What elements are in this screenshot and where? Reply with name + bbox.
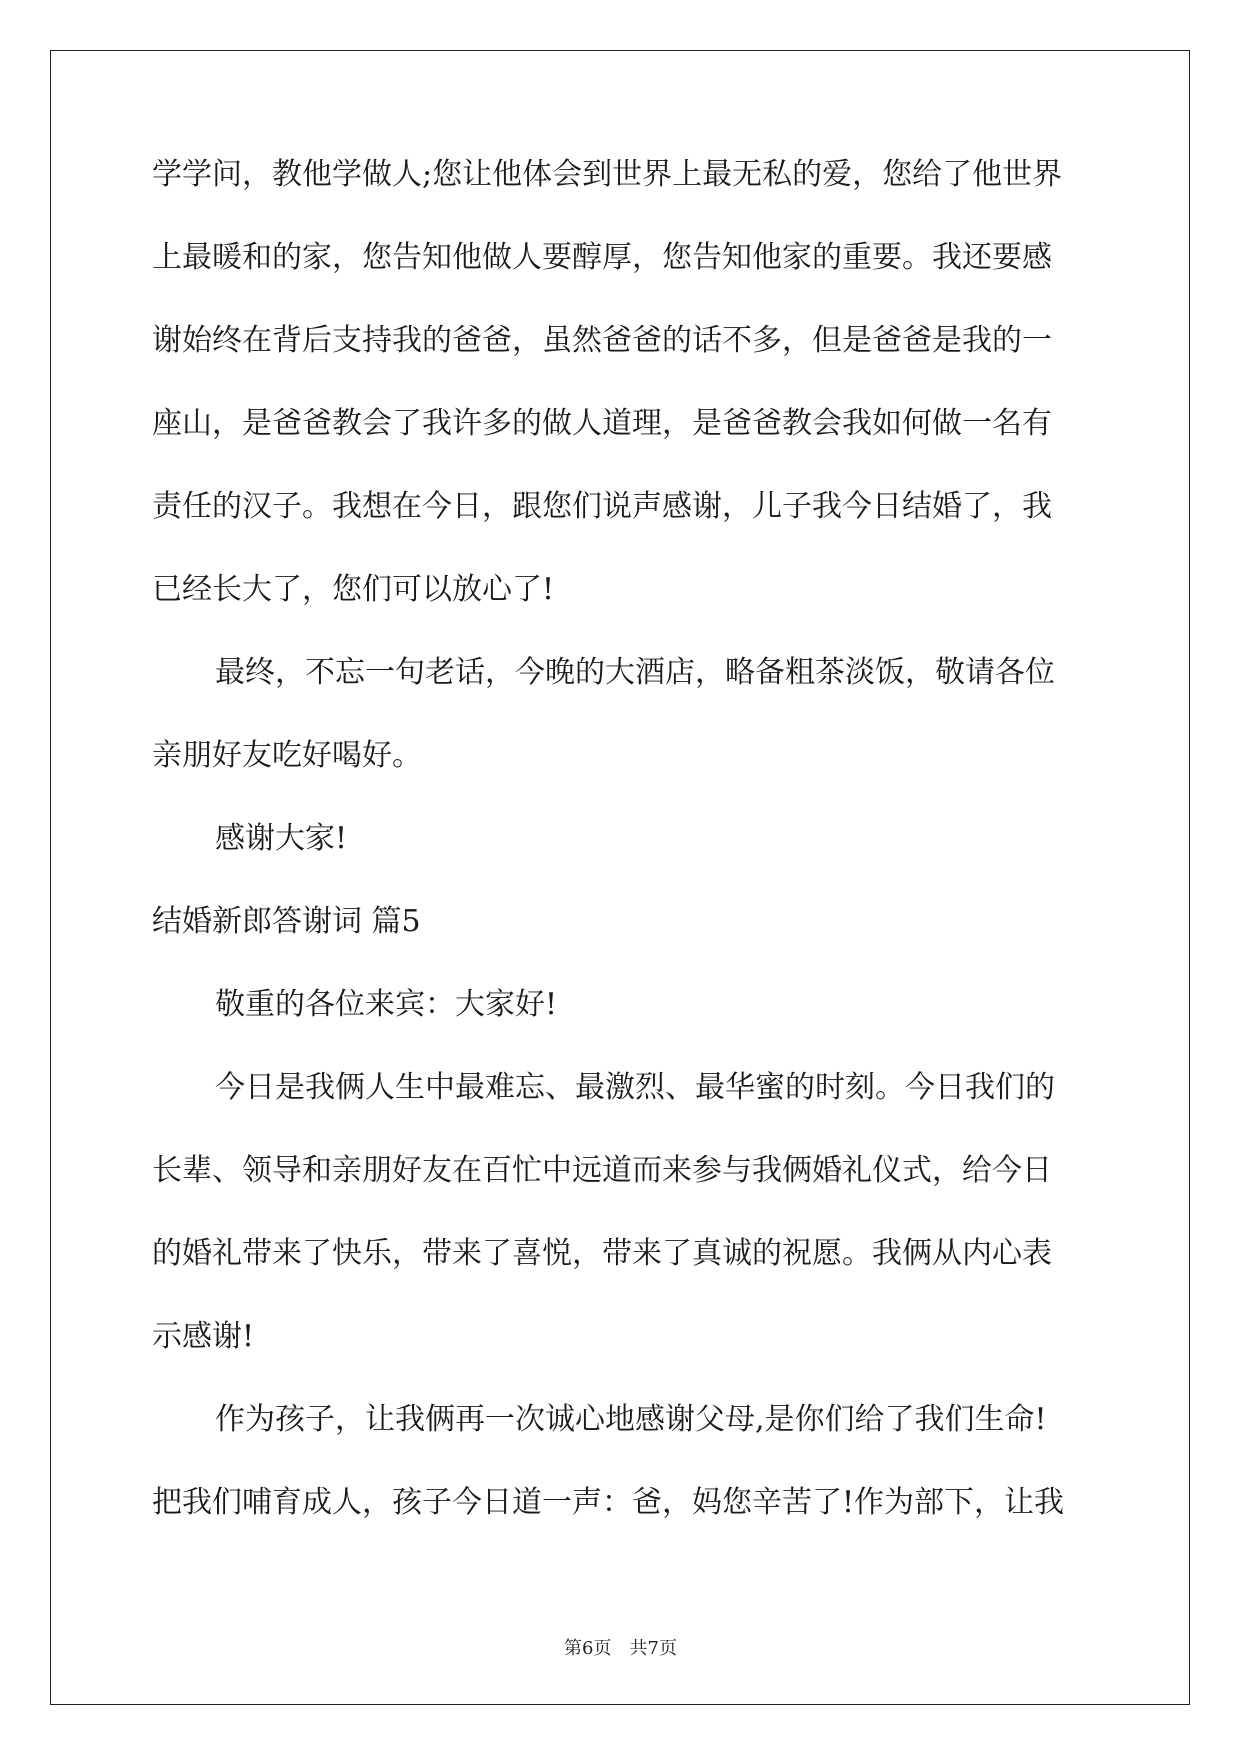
text-line: 长辈、领导和亲朋好友在百忙中远道而来参与我俩婚礼仪式，给今日 [152,1153,1052,1188]
text-line: 已经长大了，您们可以放心了! [152,572,555,607]
text-line: 把我们哺育成人，孩子今日道一声：爸，妈您辛苦了!作为部下，让我 [152,1485,1065,1520]
text-line: 座山，是爸爸教会了我许多的做人道理，是爸爸教会我如何做一名有 [152,406,1052,441]
text-line: 示感谢! [152,1319,255,1354]
text-line: 的婚礼带来了快乐，带来了喜悦，带来了真诚的祝愿。我俩从内心表 [152,1236,1052,1271]
page-footer: 第6页 共7页 [564,1638,677,1659]
document-body [152,155,1092,1566]
text-line: 今日是我俩人生中最难忘、最激烈、最华蜜的时刻。今日我们的 [215,1070,1055,1105]
text-line: 敬重的各位来宾：大家好! [215,987,558,1022]
text-line: 作为孩子，让我俩再一次诚心地感谢父母,是你们给了我们生命! [215,1402,1047,1437]
text-line: 上最暖和的家，您告知他做人要醇厚，您告知他家的重要。我还要感 [152,240,1052,275]
text-line: 结婚新郎答谢词 篇5 [152,904,421,939]
text-line: 感谢大家! [215,821,348,856]
text-line: 亲朋好友吃好喝好。 [152,738,422,773]
text-line: 最终，不忘一句老话，今晚的大酒店，略备粗茶淡饭，敬请各位 [215,655,1055,690]
text-line: 责任的汉子。我想在今日，跟您们说声感谢，儿子我今日结婚了，我 [152,489,1052,524]
text-line: 学学问，教他学做人;您让他体会到世界上最无私的爱，您给了他世界 [152,157,1063,192]
text-line: 谢始终在背后支持我的爸爸，虽然爸爸的话不多，但是爸爸是我的一 [152,323,1052,358]
